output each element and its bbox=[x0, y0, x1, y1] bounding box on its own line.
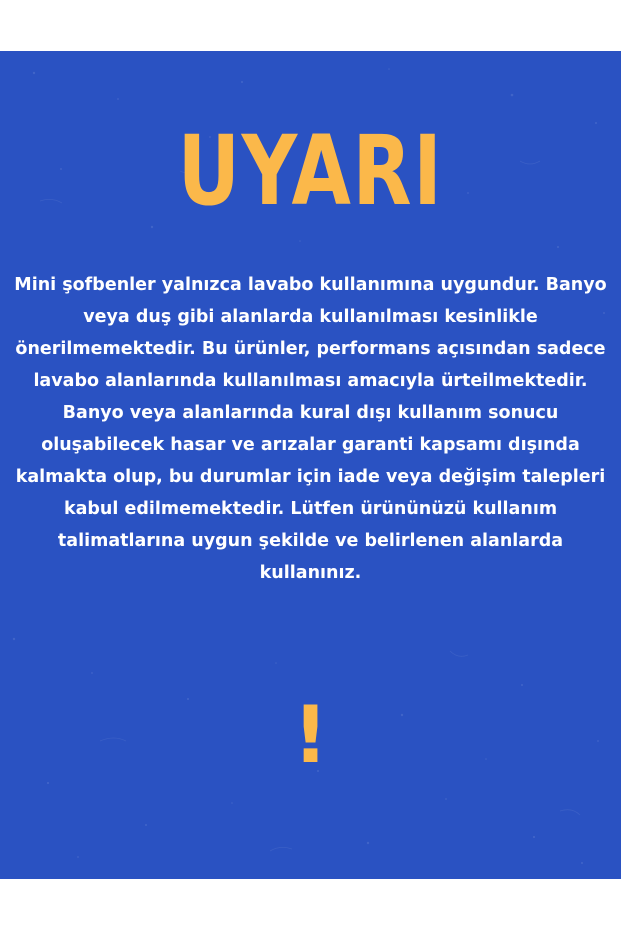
warning-title: UYARI bbox=[177, 115, 444, 227]
exclamation-mark-icon: ! bbox=[292, 691, 329, 781]
paragraph-warranty-notice: Banyo veya alanlarında kural dışı kullanım sonucu oluşabilecek hasar ve arızalar garanti kapsamı dışında kalmakta olup, bu durumlar için iade veya değişim talepleri kabul edilmemektedir. Lütfen ürününüzü kullanım talimatlarına uygun şekilde ve belirlenen alanlarda kullanınız. bbox=[15, 403, 606, 583]
warning-message bbox=[10, 269, 611, 589]
paragraph-usage-restriction: Mini şofbenler yalnızca lavabo kullanımına uygundur. Banyo veya duş gibi alanlarda kullanılması kesinlikle önerilmemektedir. Bu ürünler, performans açısından sadece lavabo alanlarında kullanılması amacıyla ürteilmektedir. bbox=[14, 275, 607, 391]
warning-poster bbox=[0, 51, 621, 879]
